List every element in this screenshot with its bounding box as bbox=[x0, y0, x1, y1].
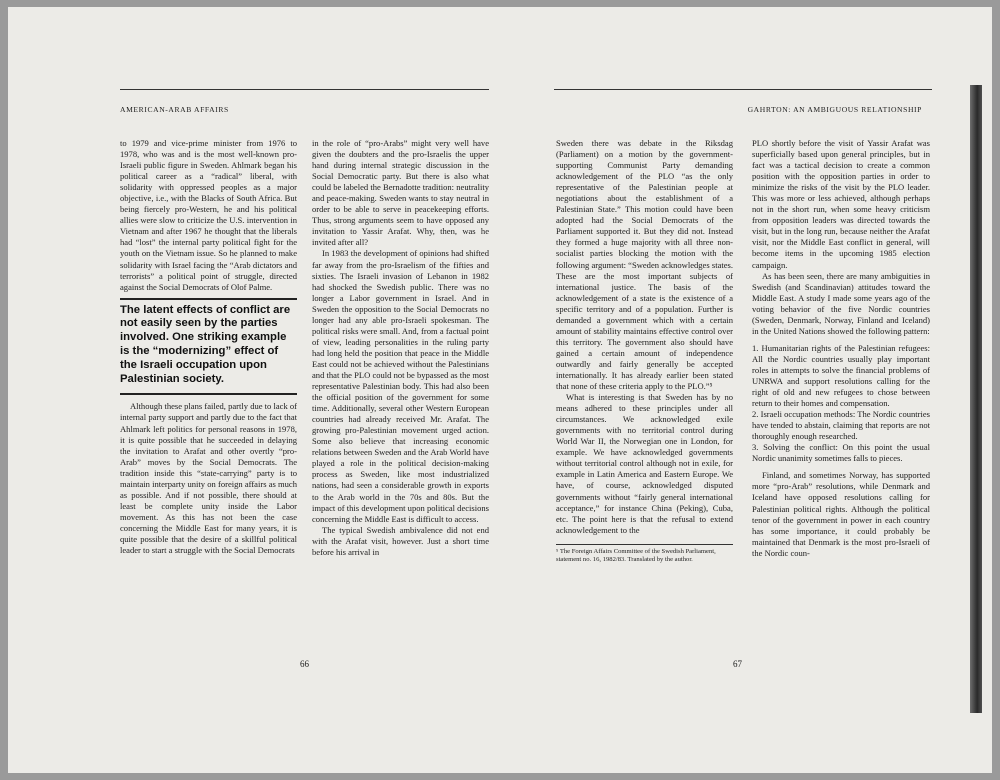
list-item: 3. Solving the conflict: On this point the usual Nordic unanimity sometimes falls to pieces. bbox=[752, 442, 930, 464]
list-item: 1. Humanitarian rights of the Palestinian refugees: All the Nordic countries usually play important roles in attempts to solve the financial problems of UNRWA and support resolutions calling for the right of old and new refugees to chose between return to their homes and compensation. bbox=[752, 342, 930, 409]
paragraph: to 1979 and vice-prime minister from 1976 to 1978, who was and is the most well-known pro-Israeli public figure in Sweden. Ahlmark began his political career as a “radical” liberal, with solidarity with oppressed peoples as a major objective, i.e., with the Blacks of South Africa. But being fiercely pro-Western, he and his political allies were slow to criticize the U.S. intervention in Vietnam and after 1967 he thought that the liberals had “lost” the internal party political fight for the youth on the Vietnam issue. So he planned to make solidarity with Israel facing the “Arab dictators and terrorists” a political point of struggle, directed against the Social Democrats of Olof Palme. bbox=[120, 138, 297, 292]
left-page-column-1 bbox=[120, 138, 297, 556]
paragraph: The typical Swedish ambivalence did not end with the Arafat visit, however. Just a short time before his arrival in bbox=[312, 524, 489, 557]
left-running-header: AMERICAN-ARAB AFFAIRS bbox=[120, 105, 229, 114]
paragraph: In 1983 the development of opinions had shifted far away from the pro-Israelism of the fifties and sixties. The Israeli invasion of Lebanon in 1982 had shocked the Swedish public. There was no longer a Labor government in Israel. And in Sweden the opposition to the Social Democrats no longer had any able pro-Israeli spokesman. The political risks were small. And, from a factual point of view, leading personalities in the ruling party had long held the position that peace in the Middle East could not be achieved without the Palestinians and that the PLO could not be bypassed as the most representative Palestinian body. This had also been the official position of the government for some time. Additionally, several other Western European countries had already received Mr. Arafat. The growing pro-Palestinian movement urged action. Some also believe that increasing economic relations between Sweden and the Arab World have played a role in the political decision-making process as Sweden, like most industrialized nations, had seen a considerable growth in exports to the Arab world in the 70s and 80s. But the impact of this development upon political decisions concerning the Middle East is difficult to access. bbox=[312, 248, 489, 524]
book-spread bbox=[8, 7, 992, 773]
page-edge-shadow bbox=[970, 85, 982, 713]
paragraph: in the role of “pro-Arabs” might very well have given the doubters and the pro-Israelis the upper hand during internal strategic discussion in the Social Democratic party. But there is also what could be labeled the Bernadotte tradition: neutrality and peace-making. Sweden wants to stay neutral in order to be able to serve in peacekeeping efforts. Thus, strong arguments seem to have opposed any invitation to Yassir Arafat. Why, then, was he invited after all? bbox=[312, 138, 489, 248]
left-page-column-2 bbox=[312, 138, 489, 558]
right-page-column-1 bbox=[556, 138, 733, 564]
right-page-column-2 bbox=[752, 138, 930, 559]
right-running-header: GAHRTON: AN AMBIGUOUS RELATIONSHIP bbox=[747, 105, 922, 114]
left-header-rule bbox=[120, 89, 489, 90]
paragraph: As has been seen, there are many ambiguities in Swedish (and Scandinavian) attitudes toward the Middle East. A study I made some years ago of the voting behavior of the five Nordic countries (Sweden, Denmark, Norway, Finland and Iceland) in the United Nations showed the following pattern: bbox=[752, 270, 930, 336]
right-header-rule bbox=[554, 89, 932, 90]
pull-quote: The latent effects of conflict are not easily seen by the parties involved. One striking example is the “modernizing” effect of the Israeli occupation upon Palestinian society. bbox=[120, 298, 297, 396]
paragraph: PLO shortly before the visit of Yassir Arafat was superficially based upon general principles, but in fact was a tactical decision to create a common position with the opposition parties in order to minimize the risks of the visit by the PLO leader. This was more or less achieved, although perhaps not in the short run, when some heavy criticism from opposition leaders was directed towards the visit, but in the long run, because neither the Arafat visit, nor the Middle East conflict in general, will become items in the upcoming 1985 election campaign. bbox=[752, 138, 930, 270]
footnote: ⁵ The Foreign Affairs Committee of the Swedish Parliament, statement no. 16, 1982/83. Translated by the author. bbox=[556, 544, 733, 564]
list-item: 2. Israeli occupation methods: The Nordic countries have tended to abstain, claiming that reports are not thoroughly enough researched. bbox=[752, 409, 930, 442]
paragraph: Sweden there was debate in the Riksdag (Parliament) on a motion by the government-supporting Communist Party demanding acknowledgement of the PLO “as the only representative of the Palestinian people at negotiations about the establishment of a Palestinian State.” This motion could have been adopted had the Social Democrats of the Parliament supported it. But they did not. Instead they formed a huge majority with all three non-socialist parties blocking the motion with the following argument: “Sweden acknowledges states. These are the most important subjects of international justice. The basis of the acknowledgement of a state is the existence of a specific territory and of a population. Further is demanded a government which with a certain amount of stability maintains effective control over this territory. The government also should have gained a certain amount of independence outwardly and fairly generally be accepted internationally. It has already earlier been stated that none of these criteria apply to the PLO.”⁵ bbox=[556, 138, 733, 392]
left-page-number: 66 bbox=[300, 659, 309, 669]
paragraph: What is interesting is that Sweden has by no means adhered to these principles under all circumstances. We acknowledged exile governments with no territorial control during World War II, the Norwegian one in London, for example. We have acknowledged governments without territorial control although not in exile, for example in Latin America and Eastern Europe. We have, of course, acknowledged disputed governments without “fairly general international acceptance,” for instance China (Peking), Cuba, etc. The point here is that the refusal to extend acknowledgement to the bbox=[556, 392, 733, 535]
paragraph: Although these plans failed, partly due to lack of internal party support and partly due to the fact that Ahlmark left politics for personal reasons in 1978, it is quite possible that he succeeded in delaying the invitation to Arafat and other overtly “pro-Arab” moves by the Social Democrats. The tradition inside this “state-carrying” party is to maintain interparty unity on foreign affairs as much as possible. And if not possible, there should at least be complete unity inside the Labor movement. As this has not been the case concerning the Middle East for many years, it is quite possible that the desire of a skillful political leader to start a struggle with the Social Democrats bbox=[120, 401, 297, 556]
right-page-number: 67 bbox=[733, 659, 742, 669]
paragraph: Finland, and sometimes Norway, has supported more “pro-Arab” resolutions, while Denmark and Iceland have opposed resolutions calling for Palestinian political rights. Although the political tenor of the government in power in each country has some importance, it could probably be maintained that Denmark is the most pro-Israeli of the Nordic coun- bbox=[752, 470, 930, 558]
